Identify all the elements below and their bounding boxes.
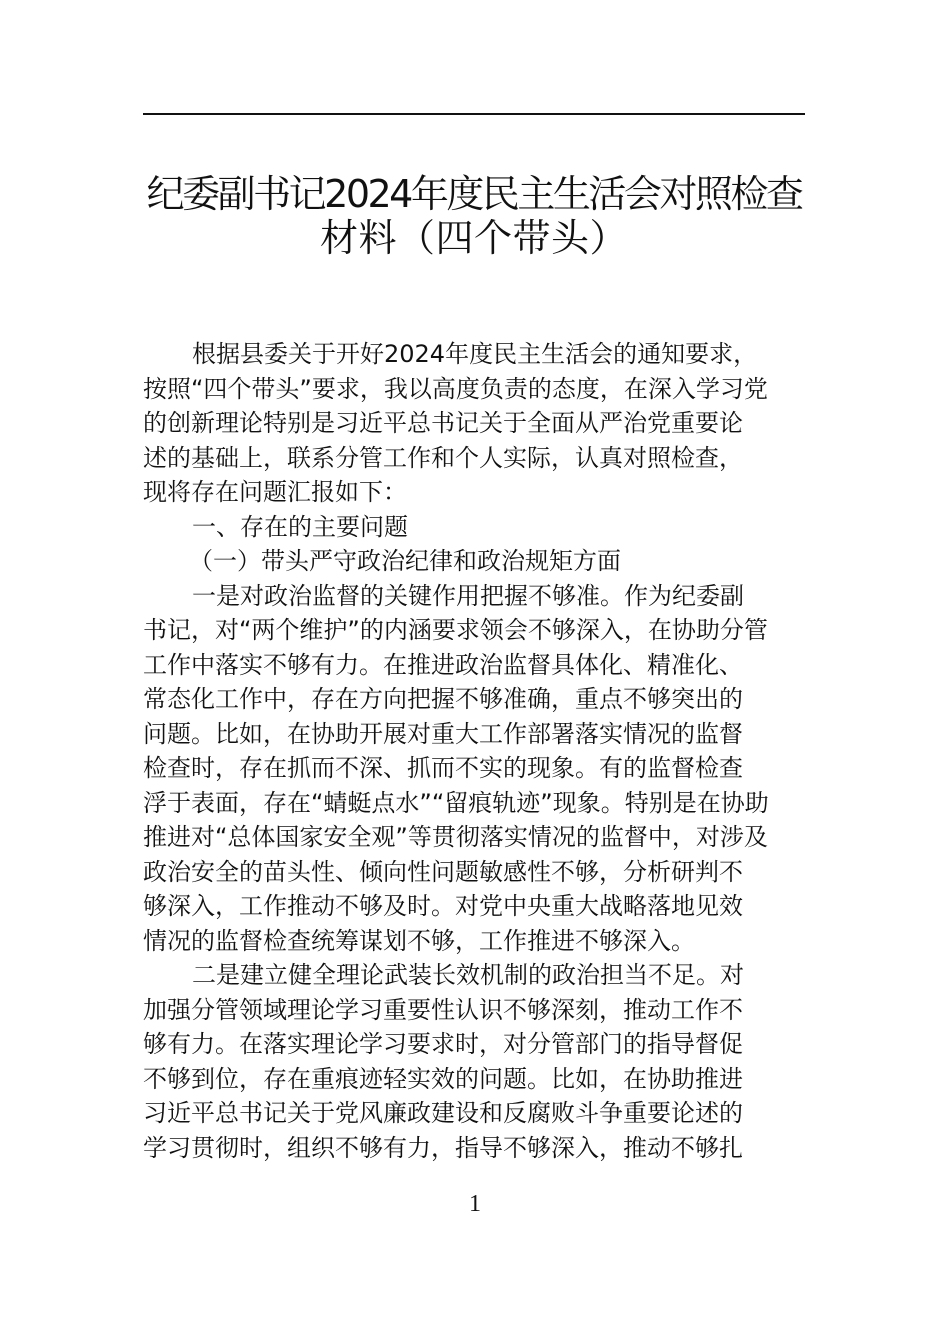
paragraph-line: 政治安全的苗头性、倾向性问题敏感性不够，分析研判不 (143, 857, 743, 886)
header-rule (143, 113, 805, 115)
paragraph-line: 二是建立健全理论武装长效机制的政治担当不足。对 (192, 961, 744, 989)
paragraph-line: 不够到位，存在重痕迹轻实效的问题。比如，在协助推进 (143, 1064, 743, 1093)
paragraph-line: 现将存在问题汇报如下： (143, 478, 407, 506)
paragraph-line: 推进对“总体国家安全观”等贯彻落实情况的监督中，对涉及 (143, 823, 768, 851)
paragraph-line: 学习贯彻时，组织不够有力，指导不够深入，推动不够扎 (143, 1133, 743, 1162)
paragraph-line: 习近平总书记关于党风廉政建设和反腐败斗争重要论述的 (143, 1099, 743, 1127)
paragraph-line: 的创新理论特别是习近平总书记关于全面从严治党重要论 (143, 409, 743, 437)
subsection-heading: （一）带头严守政治纪律和政治规矩方面 (189, 547, 621, 575)
paragraph-line: 问题。比如，在协助开展对重大工作部署落实情况的监督 (143, 719, 743, 748)
paragraph-line: 常态化工作中，存在方向把握不够准确，重点不够突出的 (143, 685, 743, 713)
section-heading: 一、存在的主要问题 (192, 512, 408, 541)
paragraph-line: 够深入，工作推动不够及时。对党中央重大战略落地见效 (143, 892, 743, 920)
document-title-line-1: 纪委副书记2024年度民主生活会对照检查 (146, 172, 802, 216)
page-number: 1 (469, 1191, 481, 1217)
paragraph-line: 工作中落实不够有力。在推进政治监督具体化、精准化、 (143, 650, 743, 679)
document-body (143, 337, 805, 1165)
paragraph-line: 述的基础上，联系分管工作和个人实际，认真对照检查， (143, 443, 743, 472)
paragraph-line: 根据县委关于开好2024年度民主生活会的通知要求， (192, 340, 758, 368)
paragraph-line: 按照“四个带头”要求，我以高度负责的态度，在深入学习党 (143, 374, 768, 403)
paragraph-line: 检查时，存在抓而不深、抓而不实的现象。有的监督检查 (143, 754, 743, 782)
paragraph-line: 情况的监督检查统筹谋划不够，工作推进不够深入。 (143, 926, 695, 955)
document-title-line-2: 材料（四个带头） (319, 216, 628, 260)
paragraph-line: 够有力。在落实理论学习要求时，对分管部门的指导督促 (143, 1030, 743, 1058)
paragraph-line: 一是对政治监督的关键作用把握不够准。作为纪委副 (192, 581, 744, 610)
paragraph-line: 浮于表面，存在“蜻蜓点水”“留痕轨迹”现象。特别是在协助 (143, 788, 769, 817)
paragraph-line: 加强分管领域理论学习重要性认识不够深刻，推动工作不 (143, 995, 743, 1024)
paragraph-line: 书记，对“两个维护”的内涵要求领会不够深入，在协助分管 (143, 616, 768, 644)
